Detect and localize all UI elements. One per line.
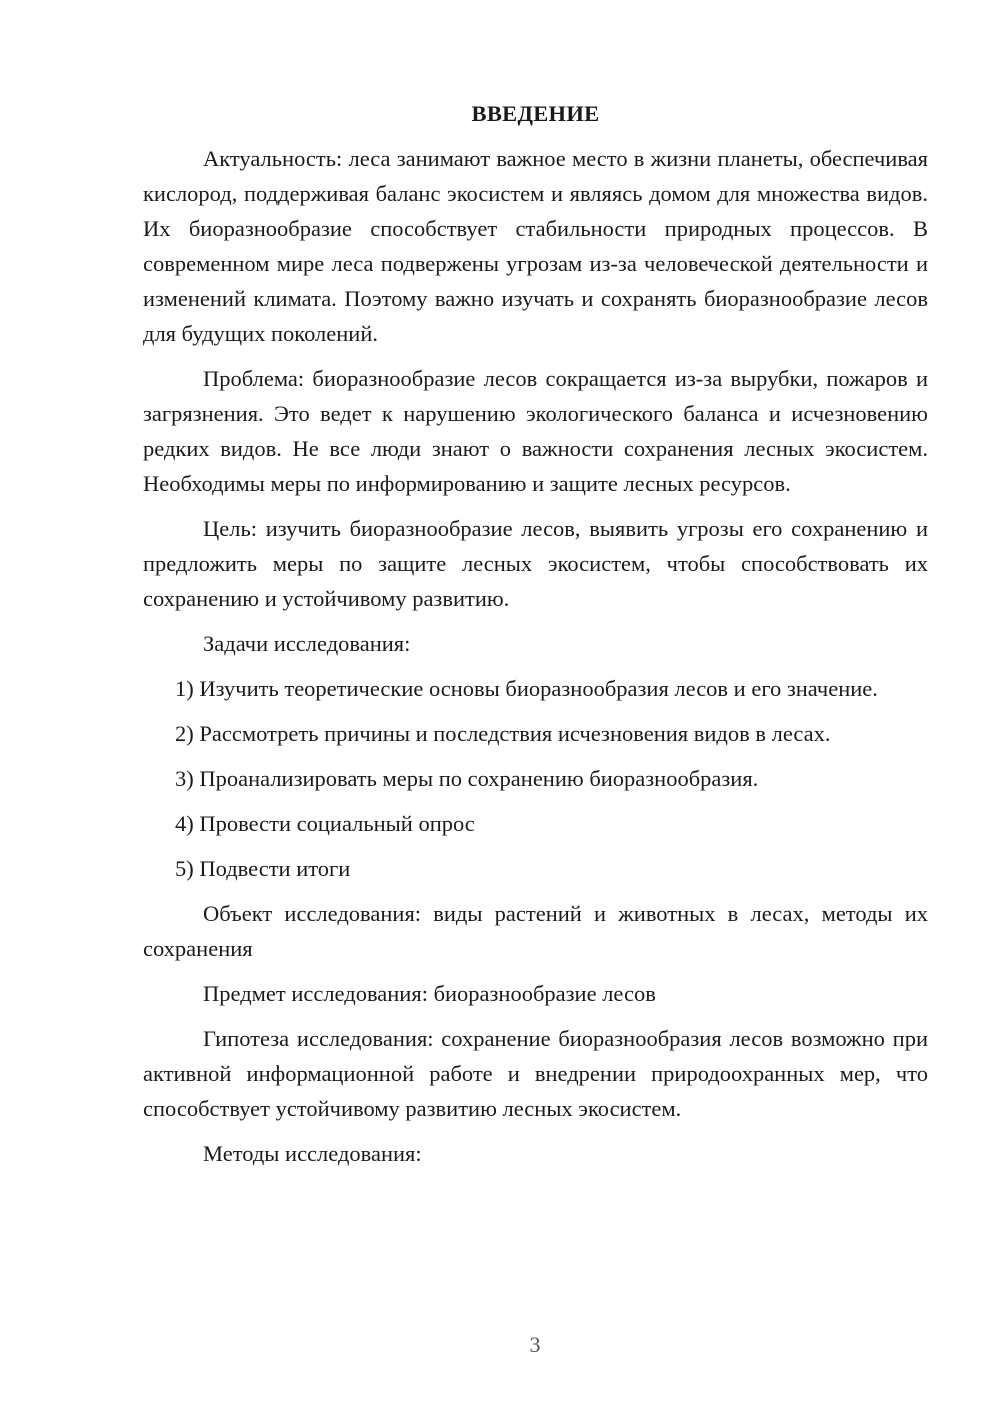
paragraph-object: Объект исследования: виды растений и животных в лесах, методы их сохранения bbox=[143, 901, 928, 961]
task-item-3: 3) Проанализировать меры по сохранению биоразнообразия. bbox=[175, 766, 759, 791]
paragraph-goal: Цель: изучить биоразнообразие лесов, выявить угрозы его сохранению и предложить меры по защите лесных экосистем, чтобы способствовать их сохранению и устойчивому развитию. bbox=[143, 516, 928, 611]
paragraph-subject: Предмет исследования: биоразнообразие лесов bbox=[203, 981, 656, 1006]
paragraph-relevance: Актуальность: леса занимают важное место в жизни планеты, обеспечивая кислород, поддерживая баланс экосистем и являясь домом для множества видов. Их биоразнообразие способствует стабильности природных процессов. В современном мире леса подвержены угрозам из-за человеческой деятельности и изменений климата. Поэтому важно изучать и сохранять биоразнообразие лесов для будущих поколений. bbox=[143, 146, 928, 346]
methods-heading: Методы исследования: bbox=[203, 1141, 422, 1166]
page-number: 3 bbox=[529, 1332, 541, 1357]
document-page bbox=[143, 96, 928, 1181]
task-item-1: 1) Изучить теоретические основы биоразнообразия лесов и его значение. bbox=[175, 676, 878, 701]
paragraph-hypothesis: Гипотеза исследования: сохранение биоразнообразия лесов возможно при активной информационной работе и внедрении природоохранных мер, что способствует устойчивому развитию лесных экосистем. bbox=[143, 1026, 928, 1121]
task-item-2: 2) Рассмотреть причины и последствия исчезновения видов в лесах. bbox=[175, 721, 831, 746]
task-item-5: 5) Подвести итоги bbox=[175, 856, 351, 881]
tasks-heading: Задачи исследования: bbox=[203, 631, 411, 656]
task-item-4: 4) Провести социальный опрос bbox=[175, 811, 475, 836]
paragraph-problem: Проблема: биоразнообразие лесов сокращается из-за вырубки, пожаров и загрязнения. Это ведет к нарушению экологического баланса и исчезновению редких видов. Не все люди знают о важности сохранения лесных экосистем. Необходимы меры по информированию и защите лесных ресурсов. bbox=[143, 366, 928, 496]
page-title: ВВЕДЕНИЕ bbox=[471, 101, 600, 126]
